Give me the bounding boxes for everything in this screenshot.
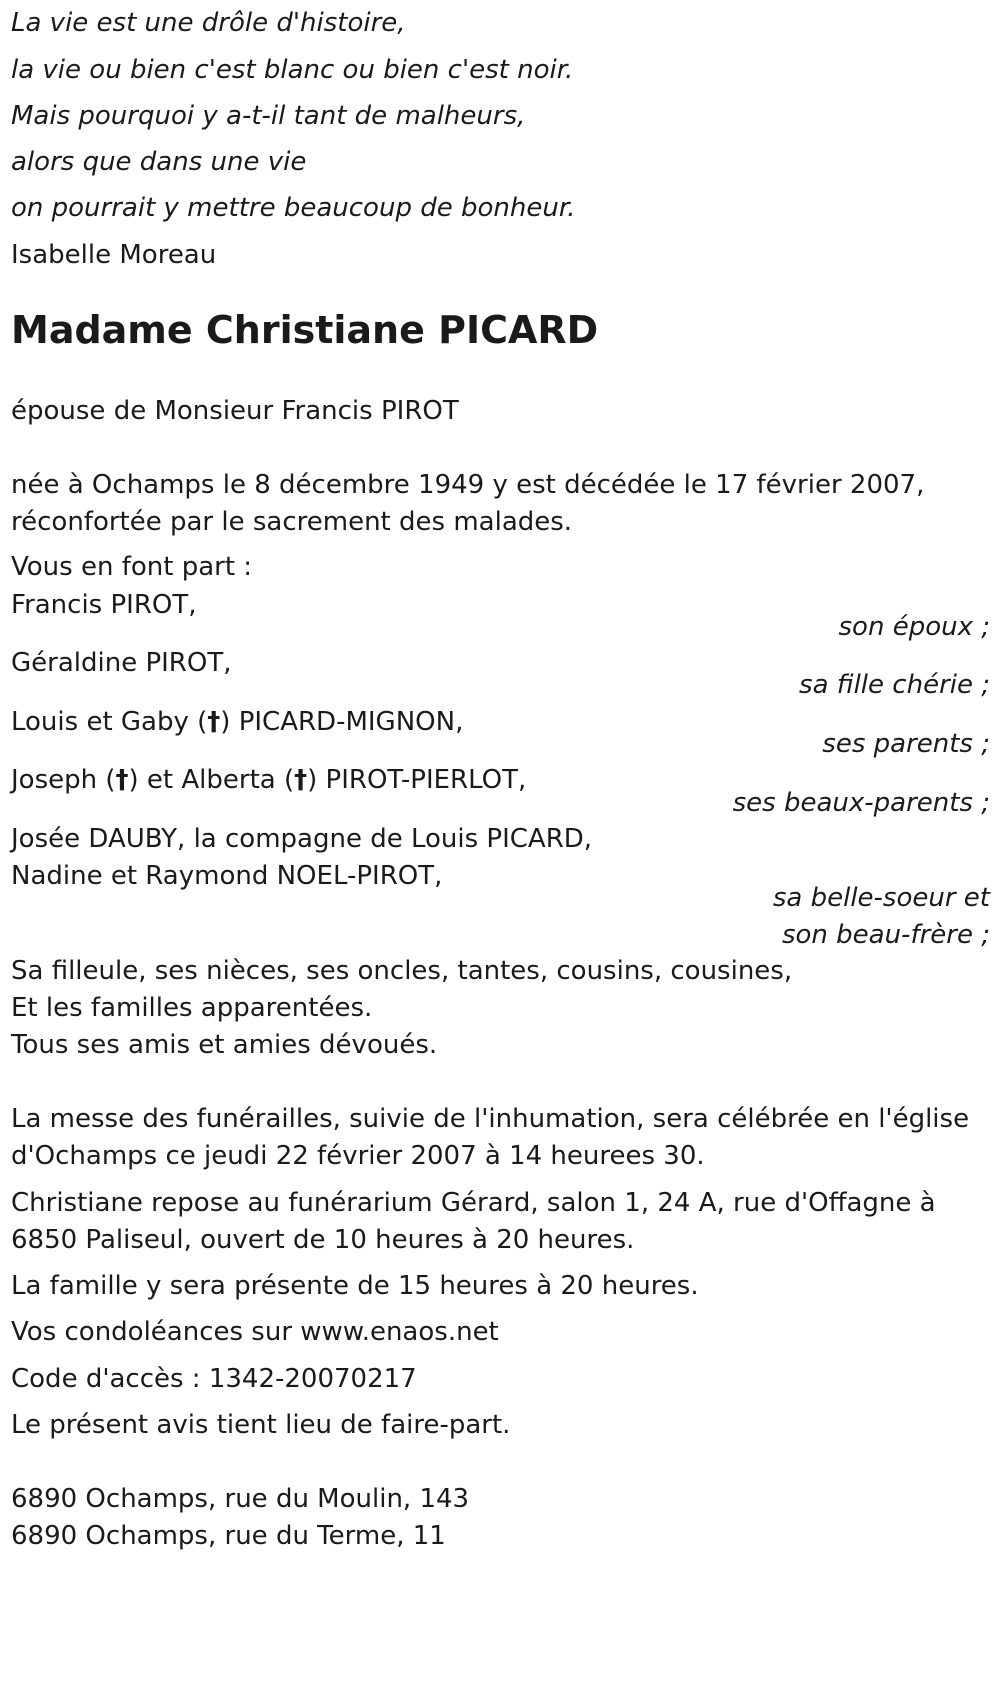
poem-line-3: Mais pourquoi y a-t-il tant de malheurs,: [11, 101, 526, 131]
notice-line: Le présent avis tient lieu de faire-part.: [11, 1410, 511, 1440]
family-member-relation: ses beaux-parents ;: [732, 788, 990, 818]
poem-author: Isabelle Moreau: [11, 240, 217, 270]
poem-line-1: La vie est une drôle d'histoire,: [11, 8, 406, 38]
cross-icon: †: [115, 765, 129, 795]
family-member-relation: son époux ;: [838, 612, 990, 642]
rest-line-2: 6850 Paliseul, ouvert de 10 heures à 20 heures.: [11, 1225, 635, 1255]
others-line-1: Sa filleule, ses nièces, ses oncles, tantes, cousins, cousines,: [11, 956, 793, 986]
name-part: Joseph (: [11, 765, 116, 795]
address-line-2: 6890 Ochamps, rue du Terme, 11: [11, 1521, 446, 1551]
family-member-name: [11, 707, 463, 737]
announcement-intro: Vous en font part :: [11, 552, 253, 582]
family-member-name: Josée DAUBY, la compagne de Louis PICARD,: [11, 824, 593, 854]
family-member-relation: sa belle-soeur et: [772, 883, 990, 913]
poem-line-2: la vie ou bien c'est blanc ou bien c'est noir.: [11, 55, 574, 85]
name-part: ) PIROT-PIERLOT,: [307, 765, 527, 795]
cross-icon: †: [294, 765, 308, 795]
birth-death-line-2: réconfortée par le sacrement des malades.: [11, 507, 573, 537]
others-line-2: Et les familles apparentées.: [11, 993, 373, 1023]
poem-line-4: alors que dans une vie: [11, 147, 307, 177]
name-part: ) PICARD-MIGNON,: [220, 707, 464, 737]
poem-line-5: on pourrait y mettre beaucoup de bonheur.: [11, 193, 576, 223]
cross-icon: †: [207, 707, 221, 737]
name-part: ) et Alberta (: [128, 765, 295, 795]
family-member-name: Francis PIROT,: [11, 590, 197, 620]
access-code-line: Code d'accès : 1342-20070217: [11, 1364, 417, 1394]
rest-line-1: Christiane repose au funérarium Gérard, salon 1, 24 A, rue d'Offagne à: [11, 1188, 936, 1218]
spouse-line: épouse de Monsieur Francis PIROT: [11, 396, 459, 426]
others-line-3: Tous ses amis et amies dévoués.: [11, 1030, 438, 1060]
family-member-relation: sa fille chérie ;: [799, 670, 990, 700]
mass-line-1: La messe des funérailles, suivie de l'inhumation, sera célébrée en l'église: [11, 1104, 970, 1134]
family-member-relation: son beau-frère ;: [781, 920, 990, 950]
family-present-line: La famille y sera présente de 15 heures à 20 heures.: [11, 1271, 699, 1301]
birth-death-line-1: née à Ochamps le 8 décembre 1949 y est décédée le 17 février 2007,: [11, 470, 925, 500]
condolences-line: Vos condoléances sur www.enaos.net: [11, 1317, 499, 1347]
family-member-name: Géraldine PIROT,: [11, 648, 232, 678]
address-line-1: 6890 Ochamps, rue du Moulin, 143: [11, 1484, 470, 1514]
family-member-name: [11, 765, 526, 795]
family-member-name: Nadine et Raymond NOEL-PIROT,: [11, 861, 443, 891]
name-part: Louis et Gaby (: [11, 707, 208, 737]
family-member-relation: ses parents ;: [822, 729, 990, 759]
page-title: Madame Christiane PICARD: [11, 308, 599, 352]
mass-line-2: d'Ochamps ce jeudi 22 février 2007 à 14 heurees 30.: [11, 1141, 705, 1171]
